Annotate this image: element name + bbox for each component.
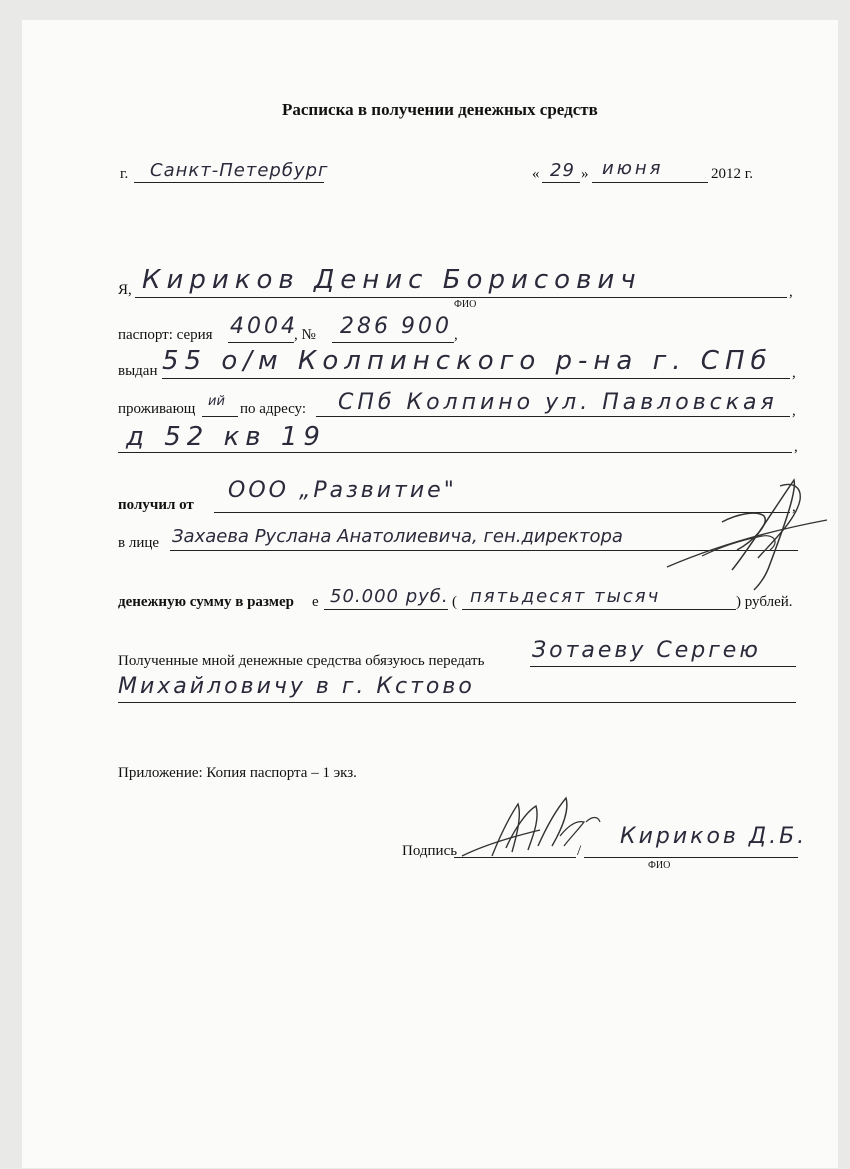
- recipient-line-2: [118, 702, 796, 703]
- amount-label-end: е: [312, 594, 319, 610]
- name-end-comma: ,: [789, 284, 793, 300]
- obligation-label: Полученные мной денежные средства обязуюсь передать: [118, 653, 485, 669]
- passport-number-end: ,: [454, 327, 458, 343]
- signature-name-line: [584, 857, 798, 858]
- number-line: [332, 342, 454, 343]
- name-prefix: Я,: [118, 282, 132, 298]
- city-line: [134, 182, 324, 183]
- month-line: [592, 182, 708, 183]
- passport-number-handwritten: 286 900: [340, 314, 452, 339]
- city-handwritten: Санкт-Петербург: [150, 160, 329, 181]
- month-handwritten: июня: [602, 158, 664, 179]
- document-title: Расписка в получении денежных средств: [282, 100, 598, 119]
- issued-end-comma: ,: [792, 365, 796, 381]
- address-line1-handwritten: СПб Колпино ул. Павловская: [338, 390, 778, 415]
- received-from-end-comma: ,: [792, 499, 796, 515]
- date-quote-close: »: [581, 166, 589, 182]
- city-prefix: г.: [120, 166, 129, 182]
- passport-label: паспорт: серия: [118, 327, 213, 343]
- amount-paren-close: ) рублей.: [736, 594, 793, 610]
- recipient-line-1: [530, 666, 796, 667]
- address-label: по адресу:: [240, 401, 307, 417]
- name-handwritten: Кириков Денис Борисович: [142, 265, 642, 295]
- residing-label: проживающ: [118, 401, 196, 417]
- represented-by-handwritten: Захаева Руслана Анатолиевича, ген.директора: [172, 526, 623, 547]
- year-suffix: 2012 г.: [711, 166, 753, 182]
- signature-name-caption: ФИО: [648, 860, 671, 871]
- address-line-1: [316, 416, 790, 417]
- amount-words-handwritten: пятьдесят тысяч: [470, 586, 661, 607]
- name-caption: ФИО: [454, 299, 477, 310]
- receipt-document: [22, 20, 838, 1168]
- amount-value-line: [324, 609, 448, 610]
- residing-suffix-handwritten: ий: [208, 394, 225, 409]
- attachment-text: Приложение: Копия паспорта – 1 экз.: [118, 765, 357, 781]
- passport-number-label: , №: [294, 327, 316, 343]
- amount-value-handwritten: 50.000 руб.: [330, 586, 449, 607]
- day-handwritten: 29: [550, 160, 575, 181]
- recipient-line2-handwritten: Михайловичу в г. Кстово: [118, 674, 475, 699]
- issuer-signature-icon: [662, 472, 832, 602]
- residing-suffix-line: [202, 416, 238, 417]
- series-line: [228, 342, 294, 343]
- received-from-handwritten: ООО „Развитие": [228, 478, 457, 503]
- amount-words-line: [462, 609, 736, 610]
- amount-label: денежную сумму в размер: [118, 594, 294, 610]
- signature-slash: /: [577, 843, 582, 859]
- recipient-line1-handwritten: Зотаеву Сергею: [532, 638, 761, 663]
- address-end-comma-1: ,: [792, 403, 796, 419]
- issued-handwritten: 55 о/м Колпинского р-на г. СПб: [162, 346, 773, 376]
- date-quote-open: «: [532, 166, 540, 182]
- day-line: [542, 182, 580, 183]
- address-line2-handwritten: д 52 кв 19: [126, 422, 326, 452]
- signature-name-handwritten: Кириков Д.Б.: [620, 824, 808, 849]
- passport-series-handwritten: 4004: [230, 314, 298, 339]
- signature-label: Подпись: [402, 843, 458, 859]
- amount-paren-open: (: [452, 594, 457, 610]
- name-line: [135, 297, 787, 298]
- recipient-signature-icon: [452, 786, 622, 876]
- address-line-2: [118, 452, 792, 453]
- issued-label: выдан: [118, 363, 158, 379]
- represented-by-label: в лице: [118, 535, 160, 551]
- issued-line: [162, 378, 790, 379]
- received-from-label: получил от: [118, 497, 194, 513]
- address-end-comma-2: ,: [794, 439, 798, 455]
